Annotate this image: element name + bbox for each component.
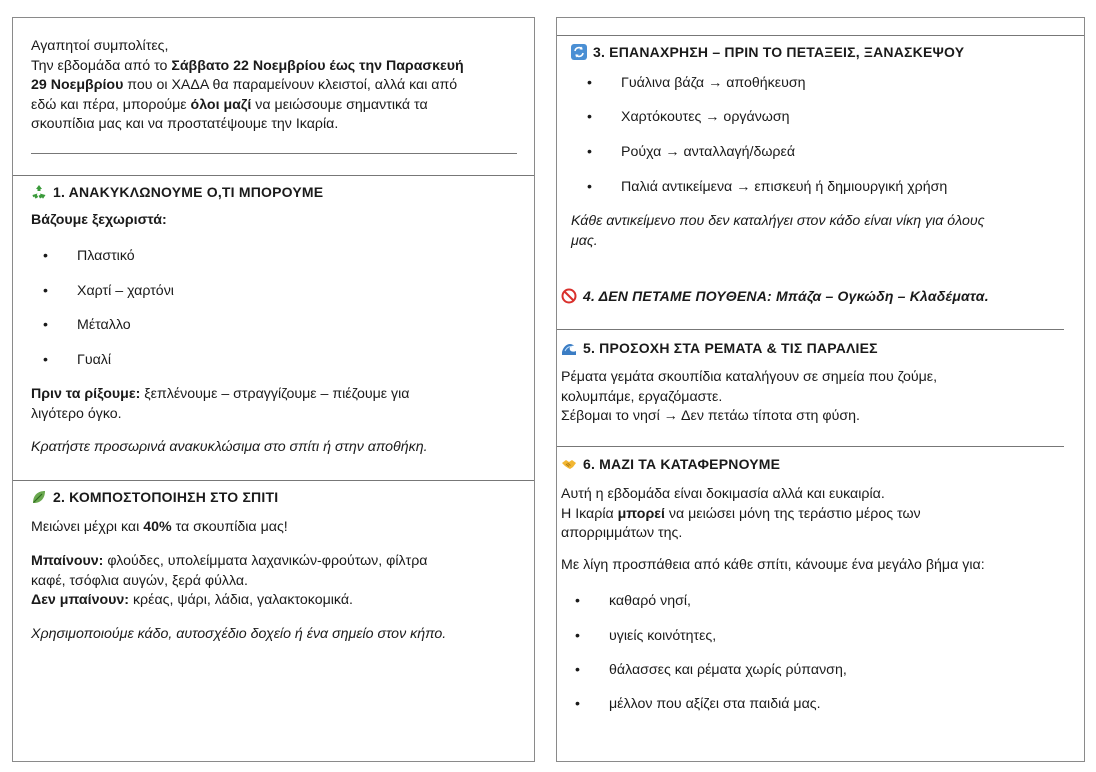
section-1-subtitle: Βάζουμε ξεχωριστά: (31, 212, 167, 228)
section-2-note: Χρησιμοποιούμε κάδο, αυτοσχέδιο δοχείο ή ένα σημείο στον κήπο. (31, 626, 447, 642)
divider (557, 35, 1084, 36)
intro-line-2: 29 Νοεμβρίου που οι ΧΑΔΑ θα παραμείνουν κλειστοί, αλλά και από (31, 77, 458, 93)
section-6-body: Αυτή η εβδομάδα είναι δοκιμασία αλλά και ευκαιρία. Η Ικαρία μπορεί να μειώσει μόνη της τεράστιο μέρος των απορριμμάτων της. (561, 486, 921, 541)
section-2-title: 2. ΚΟΜΠΟΣΤΟΠΟΙΗΣΗ ΣΤΟ ΣΠΙΤΙ (53, 489, 279, 505)
divider (557, 329, 1064, 330)
section-2-heading (31, 489, 278, 505)
section-5-body: Ρέματα γεμάτα σκουπίδια καταλήγουν σε σημεία που ζούμε, κολυμπάμε, εργαζόμαστε. Σέβομαι το νησί → Δεν πετάω τίποτα στη φύση. (561, 369, 938, 424)
greeting: Αγαπητοί συμπολίτες, (31, 38, 169, 54)
handshake-icon (561, 456, 577, 472)
right-panel: 3. ΕΠΑΝΑΧΡΗΣΗ – ΠΡΙΝ ΤΟ ΠΕΤΑΞΕΙΣ, ΞΑΝΑΣΚΕΨΟΥ • Γυάλινα βάζα → αποθήκευση • Χαρτόκουτες → οργάνωση • Ρούχα → ανταλλαγή/δωρεά • Παλιά αντικείμενα → επισκευή ή δημιουργική χρήση Κάθε αντικείμενο που δεν καταλήγει στον κάδο είναι νίκη για όλους μας. 4. ΔΕΝ ΠΕΤΑΜΕ ΠΟΥΘΕΝΑ: Μπάζα – Ογκώδη – Κλαδέματα. 5. ΠΡΟΣΟΧΗ ΣΤΑ ΡΕΜΑΤΑ & ΤΙΣ ΠΑΡΑΛΙΕΣ Ρέματα γεμάτα σκουπίδια καταλήγουν σε σημεία που ζούμε, κολυμπάμε, εργαζόμαστε. Σέβομαι το νησί → Δεν πετάω τίποτα στη φύση. 6. ΜΑΖΙ ΤΑ ΚΑΤΑΦΕΡΝΟΥΜΕ Αυτή η εβδομάδα είναι δοκιμασία αλλά και ευκαιρία. Η Ικαρία μπορεί να μειώσει μόνη της τεράστιο μέρος των απορριμμάτων της. Με λίγη προσπάθεια από κάθε σπίτι, κάνουμε ένα μεγάλο βήμα για: • καθαρό νησί, • υγιείς κοινότητες, • θάλασσες και ρέματα χωρίς ρύπανση, • μέλλον που αξίζει στα παιδιά μας. (556, 17, 1085, 762)
prohibited-icon (561, 288, 577, 304)
section-4-title: 4. ΔΕΝ ΠΕΤΑΜΕ ΠΟΥΘΕΝΑ: Μπάζα – Ογκώδη – Κλαδέματα. (583, 288, 989, 304)
section-2-line-1: Μειώνει μέχρι και 40% τα σκουπίδια μας! (31, 519, 288, 535)
section-3-note: Κάθε αντικείμενο που δεν καταλήγει στον κάδο είναι νίκη για όλους μας. (571, 213, 985, 249)
divider (31, 153, 517, 154)
section-4-heading (561, 288, 989, 304)
section-5-heading (561, 340, 878, 356)
intro-line-1: Την εβδομάδα από το Σάββατο 22 Νοεμβρίου έως την Παρασκευή (31, 57, 464, 74)
leaf-icon (31, 489, 47, 505)
intro-line-3: εδώ και πέρα, μπορούμε όλοι μαζί να μειώσουμε σημαντικά τα (31, 96, 428, 113)
section-1-heading (31, 184, 323, 200)
intro-paragraph (31, 37, 526, 135)
divider (13, 175, 534, 176)
section-5-title: 5. ΠΡΟΣΟΧΗ ΣΤΑ ΡΕΜΑΤΑ & ΤΙΣ ΠΑΡΑΛΙΕΣ (583, 340, 878, 356)
repeat-icon (571, 44, 587, 60)
section-6-title: 6. ΜΑΖΙ ΤΑ ΚΑΤΑΦΕΡΝΟΥΜΕ (583, 456, 781, 472)
wave-icon (561, 340, 577, 356)
divider (13, 480, 534, 481)
section-6-heading (561, 456, 780, 472)
divider (557, 446, 1064, 447)
section-6-line-4: Με λίγη προσπάθεια από κάθε σπίτι, κάνουμε ένα μεγάλο βήμα για: (561, 557, 985, 573)
section-3-heading (571, 44, 964, 60)
left-panel: Αγαπητοί συμπολίτες, Την εβδομάδα από το Σάββατο 22 Νοεμβρίου έως την Παρασκευή 29 Νοεμβρίου που οι ΧΑΔΑ θα παραμείνουν κλειστοί, αλλά και από εδώ και πέρα, μπορούμε όλοι μαζί να μειώσουμε σημαντικά τα σκουπίδια μας και να προστατέψουμε την Ικαρία. 1. ΑΝΑΚΥΚΛΩΝΟΥΜΕ Ο,ΤΙ ΜΠΟΡΟΥΜΕ Βάζουμε ξεχωριστά: • Πλαστικό • Χαρτί – χαρτόνι • Μέταλλο • Γυαλί Πριν τα ρίξουμε: ξεπλένουμε – στραγγίζουμε – πιέζουμε για λιγότερο όγκο. Κρατήστε προσωρινά ανακυκλώσιμα στο σπίτι ή στην αποθήκη. 2. ΚΟΜΠΟΣΤΟΠΟΙΗΣΗ ΣΤΟ ΣΠΙΤΙ Μειώνει μέχρι και 40% τα σκουπίδια μας! Μπαίνουν: φλούδες, υπολείμματα λαχανικών-φρούτων, φίλτρα καφέ, τσόφλια αυγών, ξερά φύλλα. Δεν μπαίνουν: κρέας, ψάρι, λάδια, γαλακτοκομικά. Χρησιμοποιούμε κάδο, αυτοσχέδιο δοχείο ή ένα σημείο στον κήπο. (12, 17, 535, 762)
recycle-icon (31, 184, 47, 200)
section-2-contents: Μπαίνουν: φλούδες, υπολείμματα λαχανικών-φρούτων, φίλτρα καφέ, τσόφλια αυγών, ξερά φύλλα. Δεν μπαίνουν: κρέας, ψάρι, λάδια, γαλακτοκομικά. (31, 553, 428, 608)
intro-line-4: σκουπίδια μας και να προστατέψουμε την Ικαρία. (31, 116, 339, 132)
section-1-before: Πριν τα ρίξουμε: ξεπλένουμε – στραγγίζουμε – πιέζουμε για λιγότερο όγκο. (31, 386, 410, 422)
section-3-title: 3. ΕΠΑΝΑΧΡΗΣΗ – ΠΡΙΝ ΤΟ ΠΕΤΑΞΕΙΣ, ΞΑΝΑΣΚΕΨΟΥ (593, 44, 965, 60)
section-1-title: 1. ΑΝΑΚΥΚΛΩΝΟΥΜΕ Ο,ΤΙ ΜΠΟΡΟΥΜΕ (53, 184, 324, 200)
section-1-note: Κρατήστε προσωρινά ανακυκλώσιμα στο σπίτι ή στην αποθήκη. (31, 439, 428, 455)
